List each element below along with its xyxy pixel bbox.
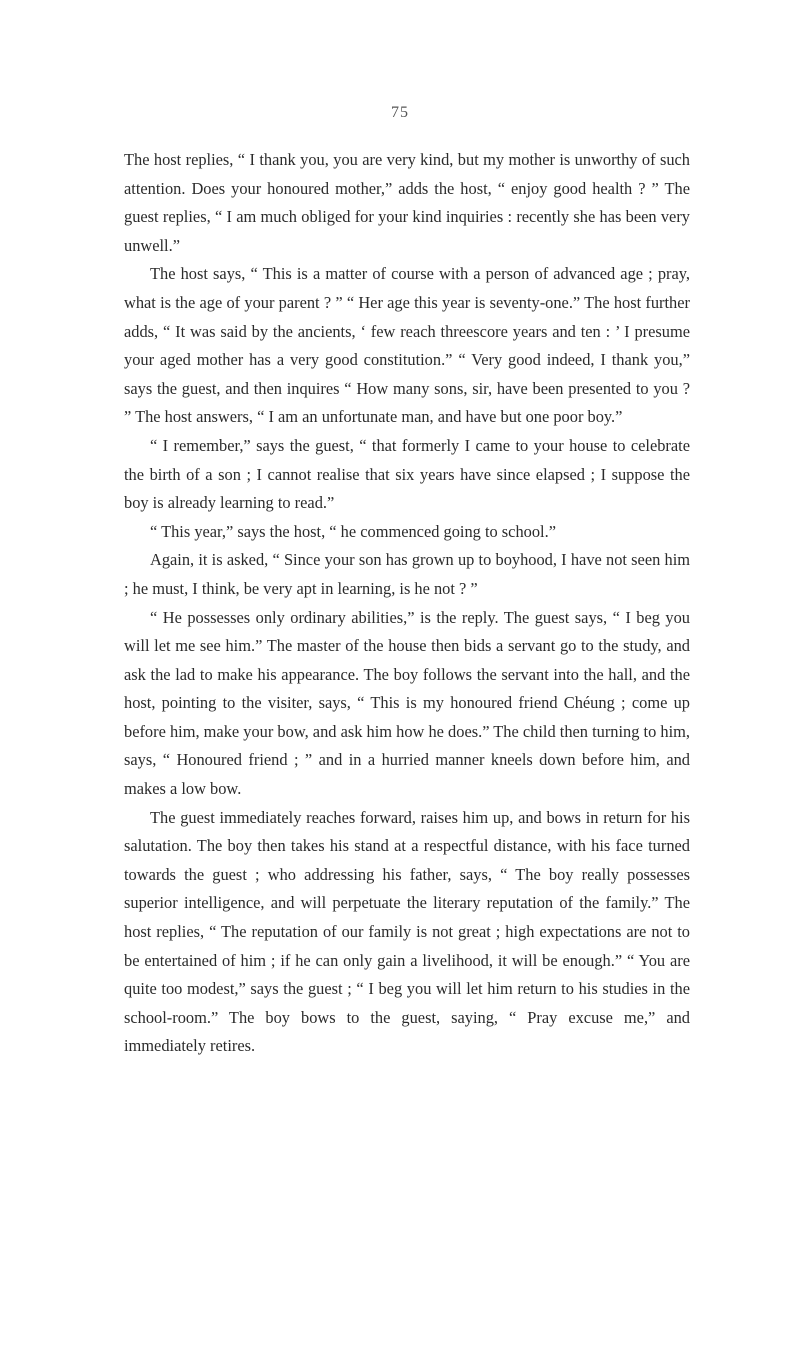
page-number: 75 [391,104,409,121]
paragraph: “ He possesses only ordinary abilities,” is the reply. The guest says, “ I beg you will let me see him.” The master of the house then bids a servant go to the study, and ask the lad to make his appearance. The boy follows the servant into the hall, and the host, pointing to the visiter, says, “ This is my honoured friend Chéung ; come up before him, make your bow, and ask him how he does.” The child then turning to him, says, “ Honoured friend ; ” and in a hurried manner kneels down before him, and makes a low bow. [124,607,690,799]
paragraph: The guest immediately reaches forward, raises him up, and bows in return for his salutation. The boy then takes his stand at a respectful distance, with his face turned towards the guest ; who addressing his father, says, “ The boy really possesses superior intelligence, and will perpetuate the literary reputation of the family.” The host replies, “ The reputation of our family is not great ; high expectations are not to be entertained of him ; if he can only gain a livelihood, it will be enough.” “ You are quite too modest,” says the guest ; “ I beg you will let him return to his studies in the school-room.” The boy bows to the guest, saying, “ Pray excuse me,” and immediately retires. [124,807,690,1056]
paragraph: The host replies, “ I thank you, you are very kind, but my mother is unworthy of such attention. Does your honoured mother,” adds the host, “ enjoy good health ? ” The guest replies, “ I am much obliged for your kind inquiries : recently she has been very unwell.” [124,150,690,255]
paragraph: Again, it is asked, “ Since your son has grown up to boyhood, I have not seen him ; he must, I think, be very apt in learning, is he not ? ” [124,550,690,598]
text-body [124,146,690,1061]
paragraph: “ I remember,” says the guest, “ that formerly I came to your house to celebrate the birth of a son ; I cannot realise that six years have since elapsed ; I suppose the boy is already learning to read.” [124,435,690,513]
paragraph: The host says, “ This is a matter of course with a person of advanced age ; pray, what is the age of your parent ? ” “ Her age this year is seventy-one.” The host further adds, “ It was said by the ancients, ‘ few reach threescore years and ten : ’ I presume your aged mother has a very good constitution.” “ Very good indeed, I thank you,” says the guest, and then inquires “ How many sons, sir, have been presented to you ? ” The host answers, “ I am an unfortunate man, and have but one poor boy.” [124,264,690,427]
paragraph: “ This year,” says the host, “ he commenced going to school.” [150,521,556,541]
